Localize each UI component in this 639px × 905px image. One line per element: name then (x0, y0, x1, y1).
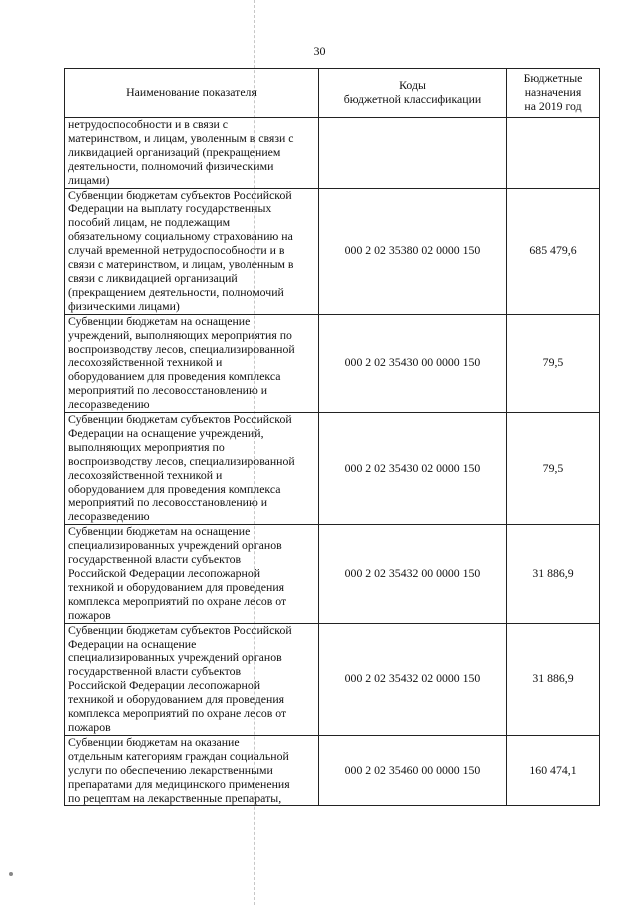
budget-code-cell: 000 2 02 35432 02 0000 150 (319, 623, 507, 735)
table-row (65, 118, 600, 189)
budget-code-cell: 000 2 02 35380 02 0000 150 (319, 188, 507, 314)
indicator-name-line: Субвенции бюджетам на оснащение (68, 313, 251, 328)
indicator-name-line: пособий лицам, не подлежащим (68, 215, 231, 230)
indicator-name-line: случай временной нетрудоспособности и в (68, 243, 285, 258)
header-indicator-name: Наименование показателя (65, 69, 319, 118)
indicator-name-line: по рецептам на лекарственные препараты, (68, 790, 282, 805)
indicator-name-line: оборудованием для проведения комплекса (68, 481, 281, 496)
table-row (65, 314, 600, 412)
header-amount-line: назначения (524, 85, 582, 100)
budget-code-cell: 000 2 02 35460 00 0000 150 (319, 735, 507, 806)
header-budget-codes (319, 69, 507, 118)
indicator-name-line: техникой и оборудованием для проведения (68, 692, 285, 707)
indicator-name-line: комплекса мероприятий по охране лесов от (68, 706, 287, 721)
budget-amount-cell: 31 886,9 (507, 623, 600, 735)
indicator-name-line: Субвенции бюджетам на оснащение (68, 524, 251, 539)
budget-amount-cell: 160 474,1 (507, 735, 600, 806)
indicator-name-line: специализированных учреждений органов (68, 650, 282, 665)
table-row (65, 735, 600, 806)
indicator-name-line: воспроизводству лесов, специализированной (68, 341, 295, 356)
indicator-name-line: отдельным категориям граждан социальной (68, 748, 289, 763)
header-codes-line: бюджетной классификации (343, 92, 482, 106)
indicator-name-line: техникой и оборудованием для проведения (68, 579, 285, 594)
header-budget-amount (507, 69, 600, 118)
indicator-name-line: Федерации на оснащение учреждений, (68, 425, 264, 440)
indicator-name-line: Российской Федерации лесопожарной (68, 566, 261, 580)
table-row (65, 525, 600, 623)
indicator-name-line: лицами) (68, 172, 110, 187)
header-amount-line: на 2019 год (524, 98, 582, 113)
indicator-name-line: мероприятий по лесовосстановлению и (68, 495, 268, 510)
indicator-name-cell (65, 188, 319, 314)
indicator-name-cell (65, 118, 319, 189)
budget-amount-cell: 79,5 (507, 314, 600, 412)
indicator-name-line: оборудованием для проведения комплекса (68, 369, 281, 384)
indicator-name-line: воспроизводству лесов, специализированной (68, 453, 295, 468)
table-header-row (65, 69, 600, 118)
indicator-name-cell (65, 413, 319, 525)
budget-amount-cell: 31 886,9 (507, 525, 600, 623)
indicator-name-line: специализированных учреждений органов (68, 538, 282, 553)
indicator-name-line: (прекращением деятельности, полномочий (68, 284, 284, 299)
scan-mark (9, 872, 13, 876)
indicator-name-line: связи с ликвидацией организаций (68, 270, 238, 285)
indicator-name-line: Субвенции бюджетам субъектов Российской (68, 622, 292, 637)
indicator-name-line: учреждений, выполняющих мероприятия по (68, 327, 292, 342)
budget-table (64, 68, 600, 806)
indicator-name-line: мероприятий по лесовосстановлению и (68, 383, 268, 398)
indicator-name-line: пожаров (68, 607, 111, 622)
indicator-name-line: государственной власти субъектов (68, 552, 242, 567)
indicator-name-line: ликвидацией организаций (прекращением (68, 144, 281, 159)
header-codes-line: Коды (399, 78, 426, 93)
budget-amount-cell: 79,5 (507, 413, 600, 525)
indicator-name-cell (65, 735, 319, 806)
budget-amount-cell: 685 479,6 (507, 188, 600, 314)
budget-code-cell: 000 2 02 35430 02 0000 150 (319, 413, 507, 525)
indicator-name-line: Субвенции бюджетам на оказание (68, 734, 240, 749)
page-number: 30 (313, 44, 326, 58)
indicator-name-line: пожаров (68, 719, 111, 734)
budget-code-cell: 000 2 02 35432 00 0000 150 (319, 525, 507, 623)
indicator-name-cell (65, 623, 319, 735)
table-row (65, 623, 600, 735)
indicator-name-cell (65, 314, 319, 412)
indicator-name-line: лесоразведению (68, 509, 150, 524)
indicator-name-line: Российской Федерации лесопожарной (68, 678, 261, 693)
indicator-name-line: Субвенции бюджетам субъектов Российской (68, 412, 292, 427)
indicator-name-line: препаратами для медицинского применения (68, 776, 290, 791)
indicator-name-line: нетрудоспособности и в связи с (68, 117, 228, 131)
budget-amount-cell (507, 118, 600, 189)
budget-code-cell (319, 118, 507, 189)
indicator-name-line: связи с материнством, и лицам, уволенным в (68, 257, 294, 272)
indicator-name-line: выполняющих мероприятия по (68, 439, 225, 454)
indicator-name-line: комплекса мероприятий по охране лесов от (68, 593, 287, 608)
budget-code-cell: 000 2 02 35430 00 0000 150 (319, 314, 507, 412)
indicator-name-line: Федерации на оснащение (68, 636, 197, 651)
indicator-name-line: Федерации на выплату государственных (68, 201, 272, 216)
table-row (65, 188, 600, 314)
indicator-name-cell (65, 525, 319, 623)
indicator-name-line: лесоразведению (68, 397, 150, 412)
indicator-name-line: деятельности, полномочий физическими (68, 158, 274, 173)
indicator-name-line: государственной власти субъектов (68, 664, 242, 679)
indicator-name-line: материнством, и лицам, уволенным в связи с (68, 130, 294, 145)
indicator-name-line: лесохозяйственной техникой и (68, 467, 223, 482)
indicator-name-line: физическими лицами) (68, 298, 180, 313)
header-amount-line: Бюджетные (523, 71, 583, 86)
indicator-name-line: Субвенции бюджетам субъектов Российской (68, 187, 292, 202)
indicator-name-line: услуги по обеспечению лекарственными (68, 762, 273, 777)
table-row (65, 413, 600, 525)
indicator-name-line: лесохозяйственной техникой и (68, 355, 223, 370)
indicator-name-line: обязательному социальному страхованию на (68, 229, 293, 244)
